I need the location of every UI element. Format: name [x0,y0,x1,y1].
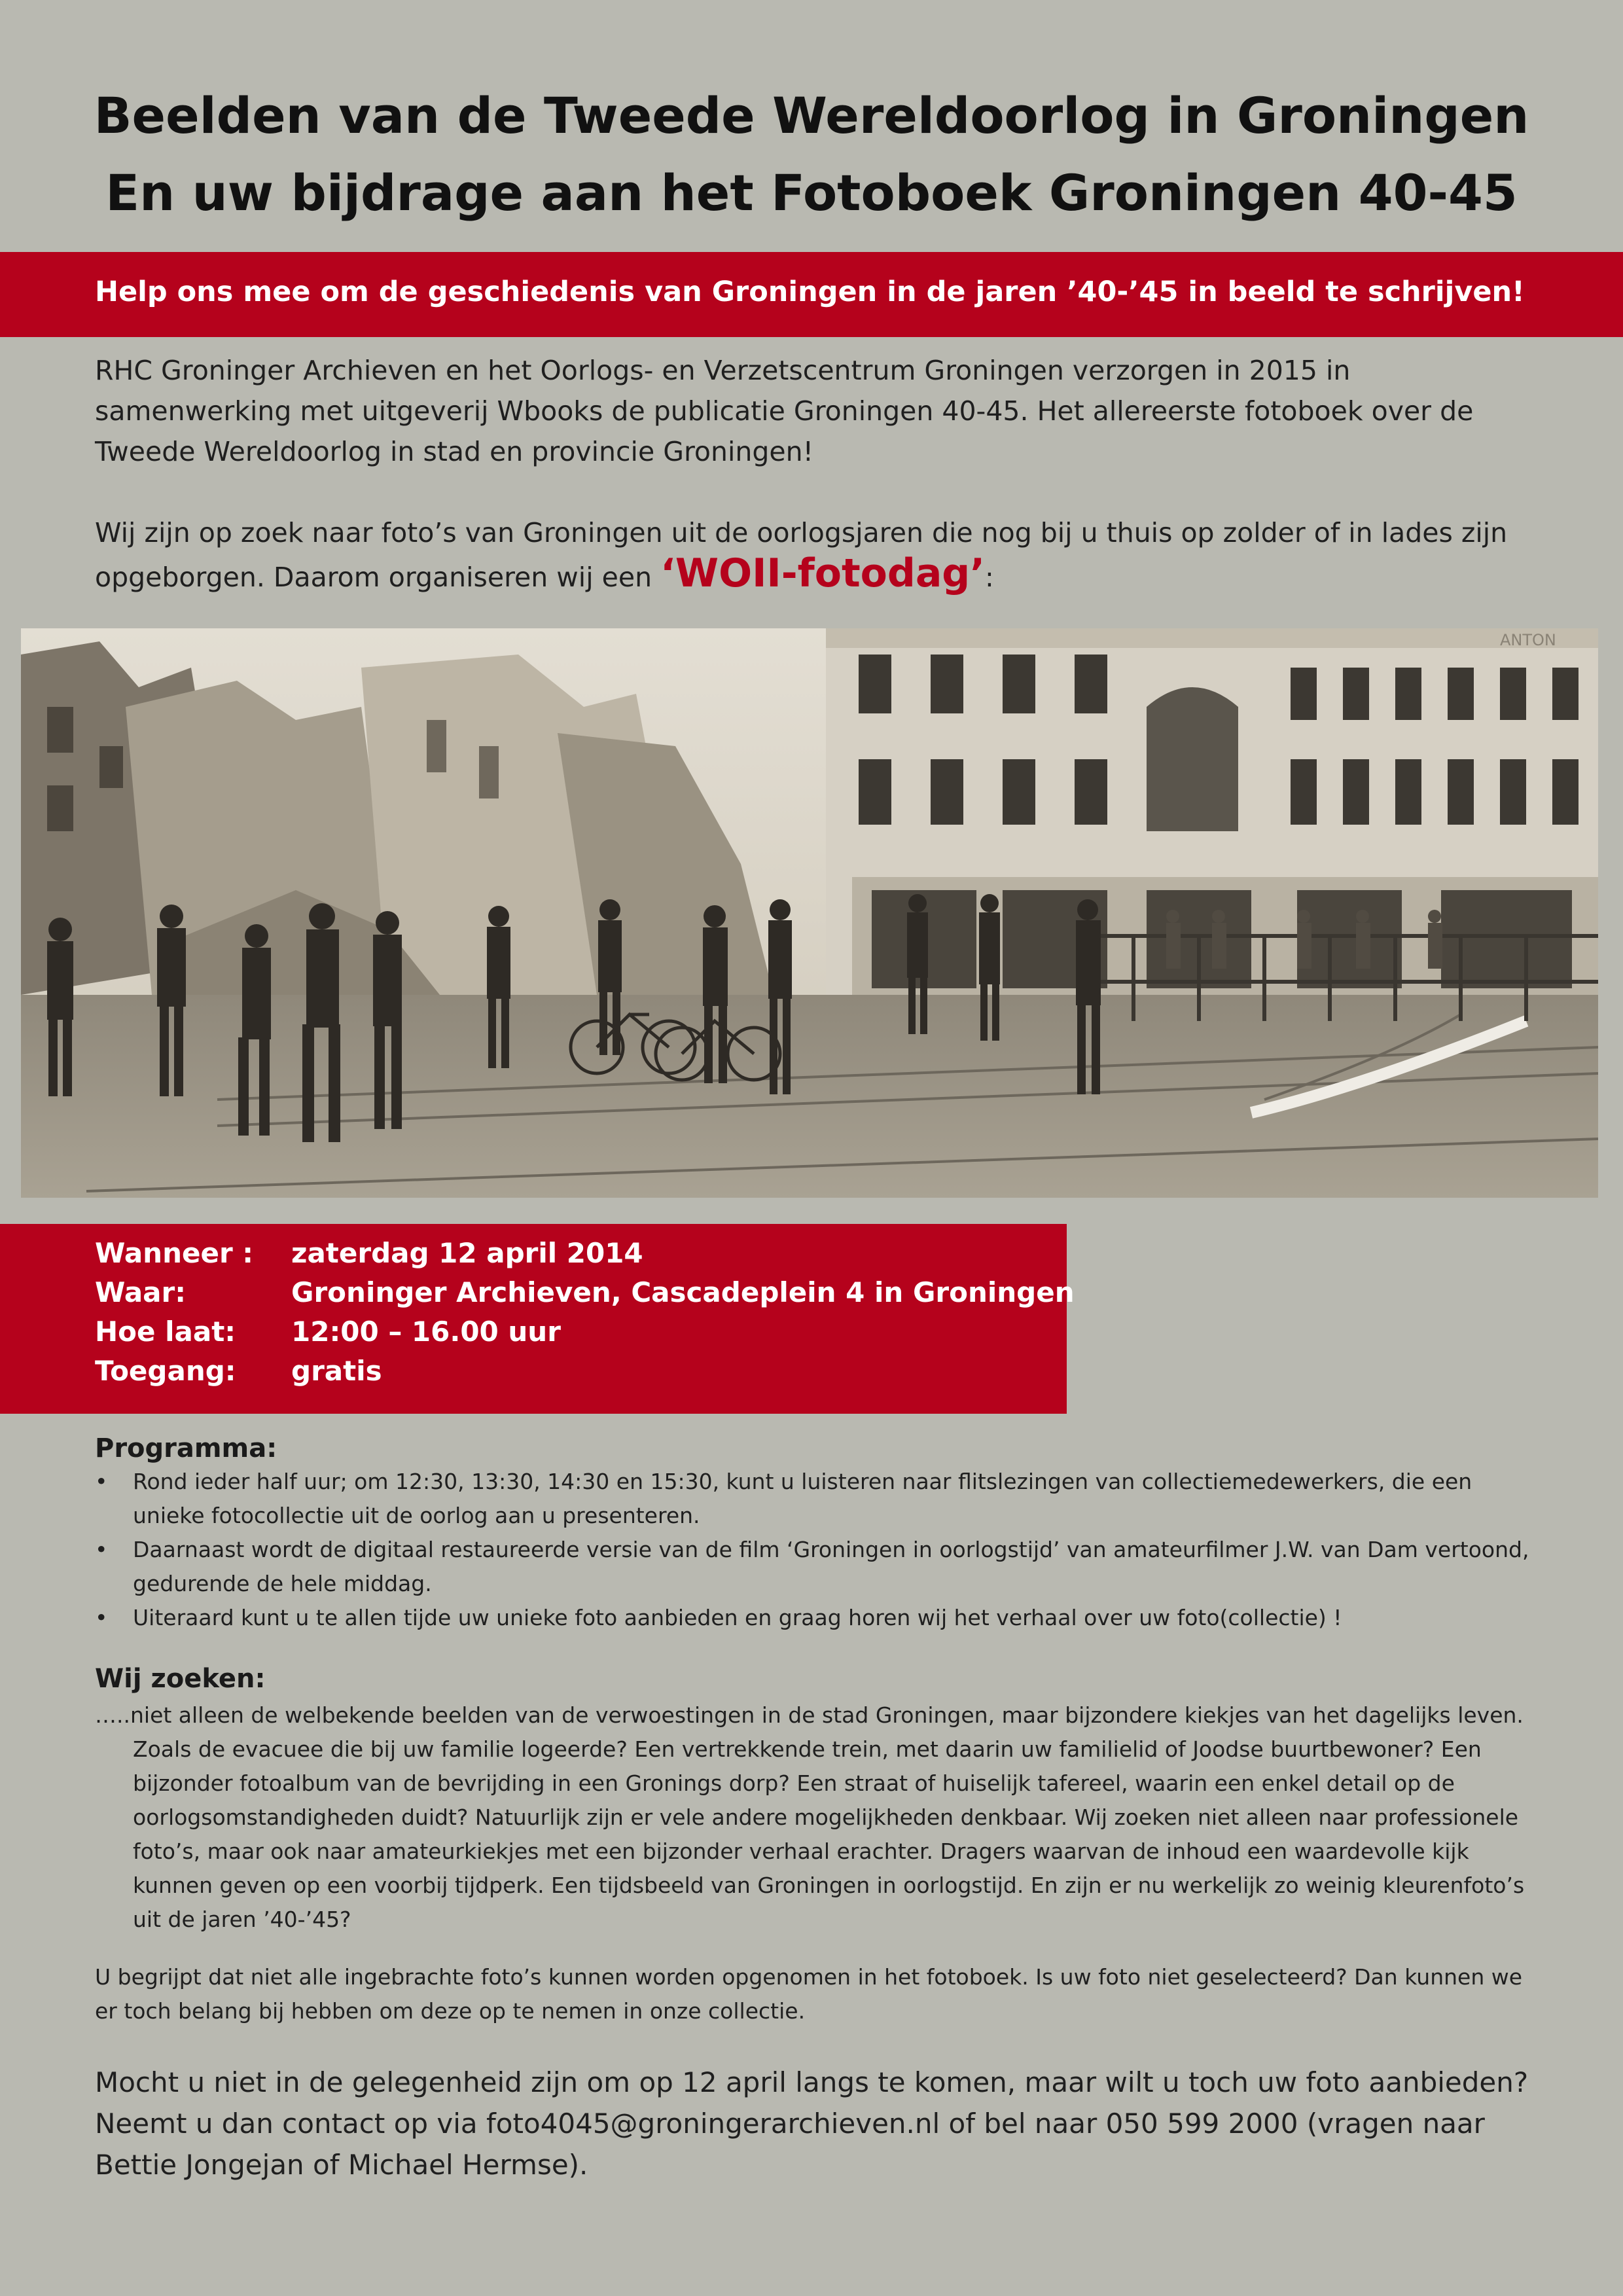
intro-paragraph-2 [95,512,1535,598]
wij-zoeken-text: …..niet alleen de welbekende beelden van de verwoestingen in de stad Groningen, maar bijzondere kiekjes van het dagelijks leven. Zoals de evacuee die bij uw familie logeerde? Een vertrekkende trein, met daarin uw familielid of Joodse buurtbewoner? Een bijzonder fotoalbum van de bevrijding in een Gronings dorp? Een straat of huiselijk tafereel, waarin een enkel detail op de oorlogsomstandigheden duidt? Natuurlijk zijn er vele andere mogelijkheden denkbaar. Wij zoeken niet alleen naar professionele foto’s, maar ook naar amateurkiekjes met een bijzonder verhaal erachter. Dragers waarvan de inhoud een waardevolle kijk kunnen geven op een voorbij tijdperk. Een tijdsbeeld van Groningen in oorlogstijd. En zijn er nu werkelijk zo weinig kleurenfoto’s uit de jaren ’40-’45? [95,1702,1525,1932]
event-label: Wanneer : [95,1237,254,1269]
programma-list [95,1465,1535,1635]
shop-sign: ANTON [1500,631,1556,649]
bullet-icon: • [95,1469,108,1494]
event-details-box [0,1224,1075,1414]
list-item [95,1601,1535,1635]
event-label: Toegang: [95,1355,236,1387]
intro-colon: : [985,562,994,593]
bullet-icon: • [95,1537,108,1562]
wij-zoeken-heading: Wij zoeken: [95,1664,266,1694]
wartime-street-photo [21,628,1598,1198]
event-value: 12:00 – 16.00 uur [291,1316,561,1348]
intro-section [95,350,1535,598]
intro-paragraph-2-text: Wij zijn op zoek naar foto’s van Groningen uit de oorlogsjaren die nog bij u thuis op zolder of in lades zijn opgeborgen. Daarom organiseren wij een [95,517,1508,593]
list-item-text: Rond ieder half uur; om 12:30, 13:30, 14:30 en 15:30, kunt u luisteren naar flitslezingen van collectiemedewerkers, die een unieke fotocollectie uit de oorlog aan u presenteren. [133,1469,1472,1528]
list-item-text: Uiteraard kunt u te allen tijde uw unieke foto aanbieden en graag horen wij het verhaal over uw foto(collectie) ! [133,1605,1342,1630]
bullet-icon: • [95,1605,108,1630]
event-label: Waar: [95,1276,187,1308]
list-item [95,1465,1535,1533]
selection-note: U begrijpt dat niet alle ingebrachte foto’s kunnen worden opgenomen in het fotoboek. Is uw foto niet geselecteerd? Dan kunnen we er toch belang bij hebben om deze op te nemen in onze collectie. [95,1964,1523,2024]
list-item-text: Daarnaast wordt de digitaal restaureerde versie van de film ‘Groningen in oorlogstijd’ van amateurfilmer J.W. van Dam vertoond, gedurende de hele middag. [133,1537,1529,1596]
event-value: zaterdag 12 april 2014 [291,1237,643,1269]
event-value: Groninger Archieven, Cascadeplein 4 in Groningen [291,1276,1075,1308]
banner-text: Help ons mee om de geschiedenis van Groningen in de jaren ’40-’45 in beeld te schrijven! [95,276,1525,308]
title-line-1: Beelden van de Tweede Wereldoorlog in Groningen [94,86,1529,145]
list-item [95,1533,1535,1601]
page-title [0,77,1623,232]
title-line-2: En uw bijdrage aan het Fotoboek Groningen 40-45 [105,164,1518,222]
contact-paragraph: Mocht u niet in de gelegenheid zijn om op 12 april langs te komen, maar wilt u toch uw foto aanbieden? Neemt u dan contact op via foto4045@groningerarchieven.nl of bel naar 050 599 2000 (vragen naar Bettie Jongejan of Michael Hermse). [95,2066,1529,2181]
event-label: Hoe laat: [95,1316,236,1348]
street-scene-illustration [21,628,1598,1198]
event-value: gratis [291,1355,382,1387]
call-to-action-banner [0,252,1623,337]
event-name-highlight: ‘WOII-fotodag’ [660,550,986,596]
programma-heading: Programma: [95,1433,277,1463]
intro-paragraph-1: RHC Groninger Archieven en het Oorlogs- en Verzetscentrum Groningen verzorgen in 2015 in samenwerking met uitgeverij Wbooks de publicatie Groningen 40-45. Het allereerste fotoboek over de Tweede Wereldoorlog in stad en provincie Groningen! [95,355,1474,467]
